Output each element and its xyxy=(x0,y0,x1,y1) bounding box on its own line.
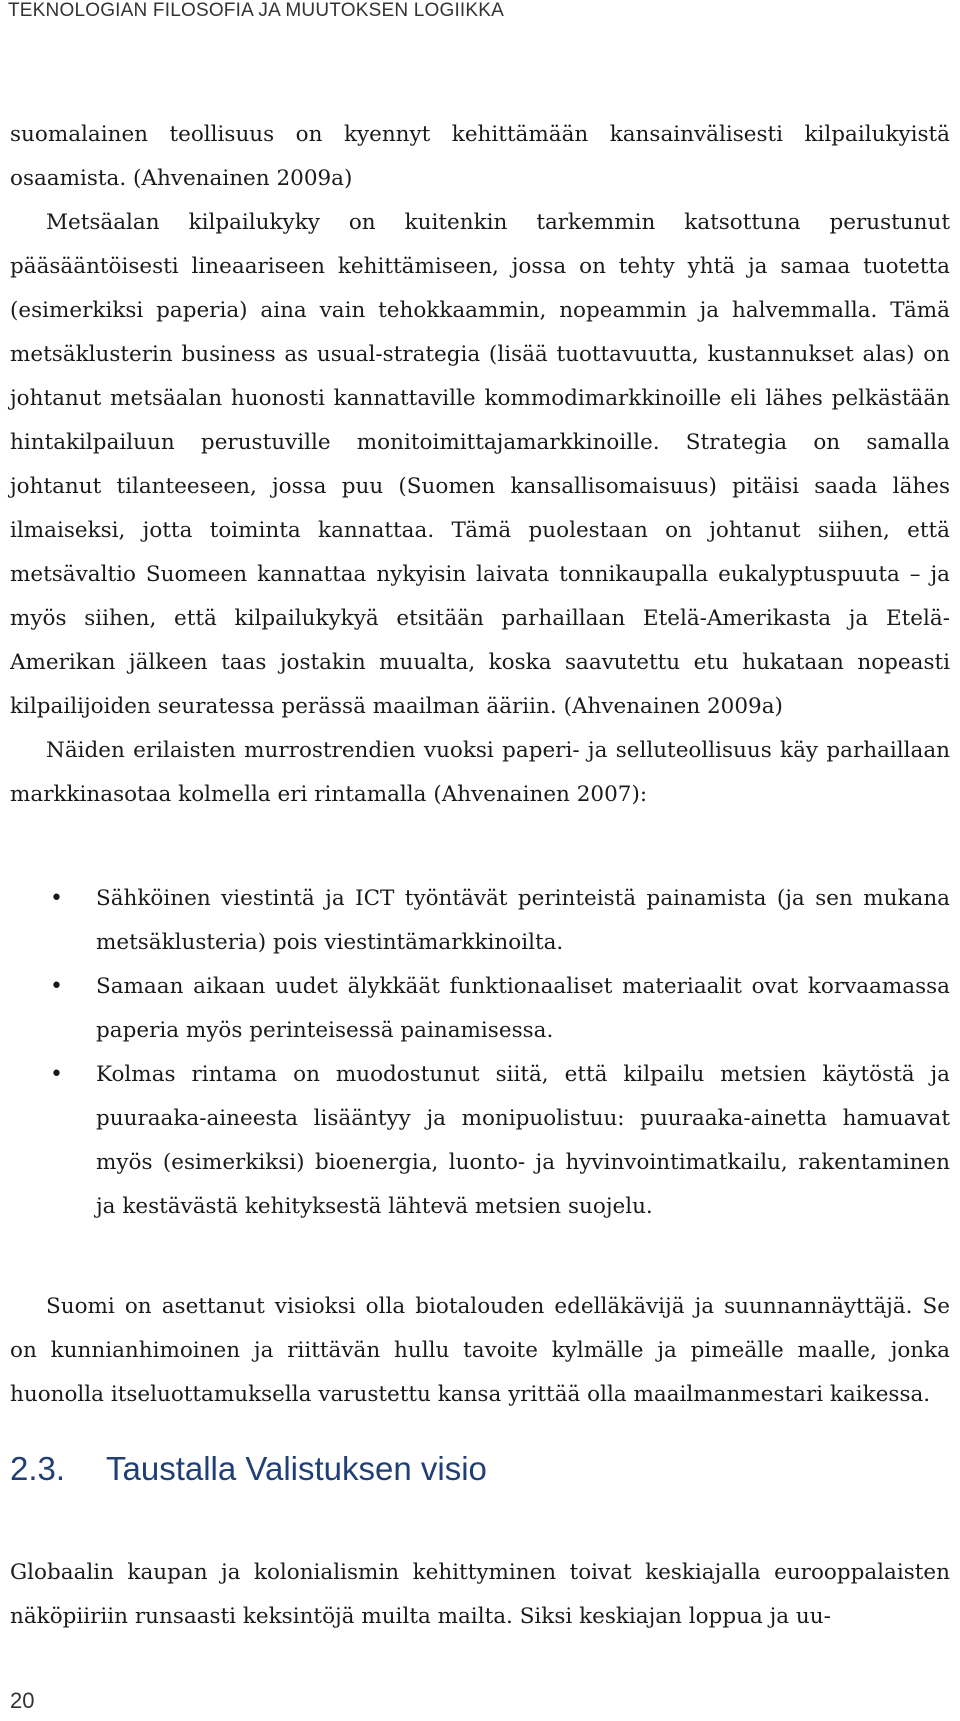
bullet-item xyxy=(10,1053,950,1229)
bullet-icon: • xyxy=(50,886,63,911)
bullet-list xyxy=(10,877,950,1229)
bullet-text: Samaan aikaan uudet älykkäät funktionaaliset materiaalit ovat korvaamassa paperia myös perinteisessä painamisessa. xyxy=(96,974,950,1043)
paragraph: Globaalin kaupan ja kolonialismin kehittyminen toivat keskiajalla eurooppalaisten näköpiiriin runsaasti keksintöjä muilta mailta. Siksi keskiajan loppua ja uu- xyxy=(10,1560,950,1629)
paragraph: suomalainen teollisuus on kyennyt kehittämään kansainvälisesti kilpailukyistä osaamista. (Ahvenainen 2009a) xyxy=(10,122,950,191)
section-number: 2.3. xyxy=(10,1450,66,1487)
bullet-icon: • xyxy=(50,974,63,999)
bullet-text: Kolmas rintama on muodostunut siitä, että kilpailu metsien käytöstä ja puuraaka-aineesta lisääntyy ja monipuolistuu: puuraaka-ainetta hamuavat myös (esimerkiksi) bioenergia, luonto- ja hyvinvointimatkailu, rakentaminen ja kestävästä kehityksestä lähtevä metsien suojelu. xyxy=(96,1062,950,1219)
running-head: TEKNOLOGIAN FILOSOFIA JA MUUTOKSEN LOGIIKKA xyxy=(8,0,505,21)
section-title: Taustalla Valistuksen visio xyxy=(106,1450,487,1487)
bullet-item xyxy=(10,965,950,1053)
paragraph: Suomi on asettanut visioksi olla biotalouden edelläkävijä ja suunnannäyttäjä. Se on kunnianhimoinen ja riittävän hullu tavoite kylmälle ja pimeälle maalle, jonka huonolla itseluottamuksella varustettu kansa yrittää olla maailmanmestari kaikessa. xyxy=(10,1294,950,1407)
body-text-block xyxy=(10,1551,950,1639)
paragraph: Metsäalan kilpailukyky on kuitenkin tarkemmin katsottuna perustunut pääsääntöisesti lineaariseen kehittämiseen, jossa on tehty yhtä ja samaa tuotetta (esimerkiksi paperia) aina vain tehokkaammin, nopeammin ja halvemmalla. Tämä metsäklusterin business as usual-strategia (lisää tuottavuutta, kustannukset alas) on johtanut metsäalan huonosti kannattaville kommodimarkkinoille eli lähes pelkästään hintakilpailuun perustuville monitoimittajamarkkinoille. Strategia on samalla johtanut tilanteeseen, jossa puu (Suomen kansallisomaisuus) pitäisi saada lähes ilmaiseksi, jotta toiminta kannattaa. Tämä puolestaan on johtanut siihen, että metsävaltio Suomeen kannattaa nykyisin laivata tonnikaupalla eukalyptuspuuta – ja myös siihen, että kilpailukykyä etsitään parhaillaan Etelä-Amerikasta ja Etelä-Amerikan jälkeen taas jostakin muualta, koska saavutettu etu hukataan nopeasti kilpailijoiden seuratessa perässä maailman ääriin. (Ahvenainen 2009a) xyxy=(10,210,950,719)
body-text-block xyxy=(10,113,950,817)
bullet-text: Sähköinen viestintä ja ICT työntävät perinteistä painamista (ja sen mukana metsäklusteria) pois viestintämarkkinoilta. xyxy=(96,886,950,955)
bullet-icon: • xyxy=(50,1062,63,1087)
paragraph: Näiden erilaisten murrostrendien vuoksi paperi- ja selluteollisuus käy parhaillaan markkinasotaa kolmella eri rintamalla (Ahvenainen 2007): xyxy=(10,738,950,807)
body-text-block xyxy=(10,1285,950,1417)
page-number: 20 xyxy=(10,1688,35,1713)
bullet-item xyxy=(10,877,950,965)
section-heading xyxy=(10,1450,487,1488)
